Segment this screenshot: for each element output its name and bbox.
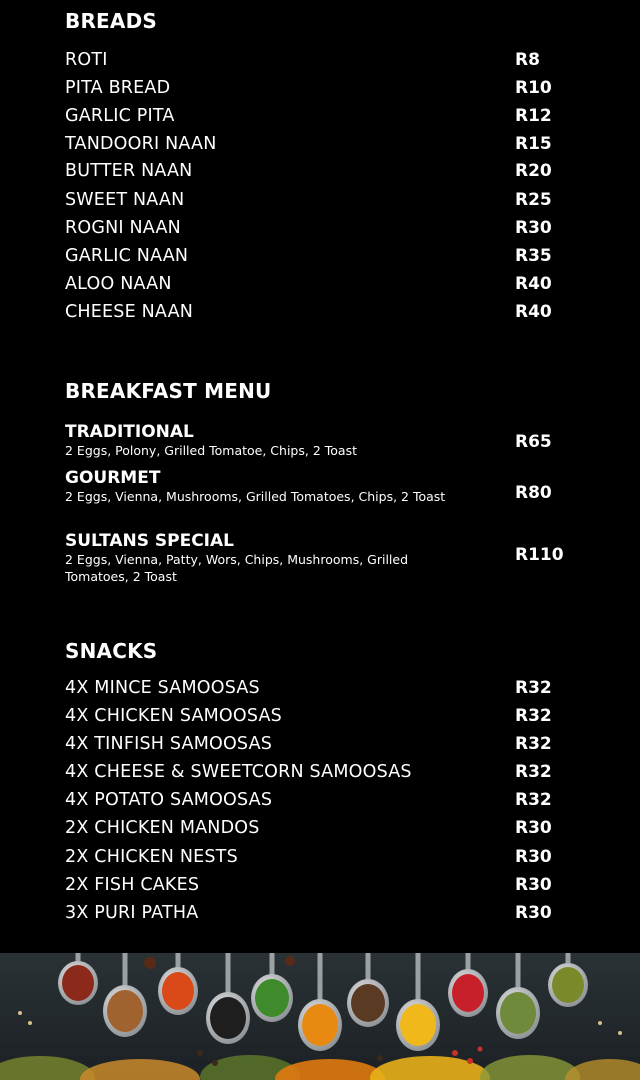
item-name: 4X MINCE SAMOOSAS — [65, 678, 260, 698]
item-name: 2X CHICKEN NESTS — [65, 847, 238, 867]
item-price: R25 — [515, 190, 552, 210]
item-price: R32 — [515, 734, 552, 754]
item-name: TANDOORI NAAN — [65, 134, 217, 154]
menu-item — [65, 190, 565, 216]
item-name: 3X PURI PATHA — [65, 903, 199, 923]
menu-item — [65, 847, 565, 873]
breakfast-item — [65, 468, 565, 505]
item-price: R32 — [515, 762, 552, 782]
menu-item — [65, 161, 565, 187]
item-price: R32 — [515, 678, 552, 698]
item-price: R30 — [515, 847, 552, 867]
item-name: 4X POTATO SAMOOSAS — [65, 790, 273, 810]
menu-item — [65, 246, 565, 272]
item-price: R32 — [515, 790, 552, 810]
item-name: GARLIC PITA — [65, 106, 175, 126]
item-price: R40 — [515, 302, 552, 322]
menu-item — [65, 78, 565, 104]
item-name: PITA BREAD — [65, 78, 171, 98]
snacks-title: SNACKS — [65, 639, 158, 663]
menu-item — [65, 106, 565, 132]
item-name: 2X CHICKEN MANDOS — [65, 818, 260, 838]
menu-item — [65, 818, 565, 844]
item-description: 2 Eggs, Vienna, Mushrooms, Grilled Tomatoes, Chips, 2 Toast — [65, 489, 446, 504]
menu-item — [65, 274, 565, 300]
item-name: 4X TINFISH SAMOOSAS — [65, 734, 273, 754]
item-price: R40 — [515, 274, 552, 294]
menu-item — [65, 134, 565, 160]
item-name: CHEESE NAAN — [65, 302, 194, 322]
item-price: R35 — [515, 246, 552, 266]
item-price: R80 — [515, 483, 552, 503]
item-name: SULTANS SPECIAL — [65, 531, 234, 551]
item-name: 2X FISH CAKES — [65, 875, 200, 895]
item-price: R32 — [515, 706, 552, 726]
menu-item — [65, 50, 565, 76]
item-name: ROTI — [65, 50, 108, 70]
spices-photo-banner — [0, 953, 640, 1080]
item-name: TRADITIONAL — [65, 422, 194, 442]
item-price: R30 — [515, 818, 552, 838]
item-description: 2 Eggs, Vienna, Patty, Wors, Chips, Mushrooms, Grilled Tomatoes, 2 Toast — [65, 552, 409, 584]
item-name: 4X CHICKEN SAMOOSAS — [65, 706, 282, 726]
menu-item — [65, 706, 565, 732]
item-name: 4X CHEESE & SWEETCORN SAMOOSAS — [65, 762, 412, 782]
item-price: R30 — [515, 875, 552, 895]
item-name: BUTTER NAAN — [65, 161, 193, 181]
menu-item — [65, 790, 565, 816]
breakfast-title: BREAKFAST MENU — [65, 379, 272, 403]
item-price: R12 — [515, 106, 552, 126]
item-price: R110 — [515, 545, 564, 565]
menu-item — [65, 734, 565, 760]
menu-item — [65, 218, 565, 244]
item-price: R10 — [515, 78, 552, 98]
item-price: R20 — [515, 161, 552, 181]
item-price: R30 — [515, 218, 552, 238]
item-price: R8 — [515, 50, 540, 70]
item-price: R30 — [515, 903, 552, 923]
menu-item — [65, 302, 565, 328]
item-name: GOURMET — [65, 468, 161, 488]
breads-title: BREADS — [65, 9, 157, 33]
menu-item — [65, 678, 565, 704]
item-description: 2 Eggs, Polony, Grilled Tomatoe, Chips, 2 Toast — [65, 443, 357, 458]
breakfast-item — [65, 531, 565, 585]
menu-item — [65, 875, 565, 901]
item-name: GARLIC NAAN — [65, 246, 189, 266]
menu-item — [65, 903, 565, 929]
breakfast-item — [65, 422, 565, 459]
item-name: ROGNI NAAN — [65, 218, 181, 238]
item-price: R15 — [515, 134, 552, 154]
menu-item — [65, 762, 565, 788]
item-name: ALOO NAAN — [65, 274, 172, 294]
item-name: SWEET NAAN — [65, 190, 185, 210]
item-price: R65 — [515, 432, 552, 452]
